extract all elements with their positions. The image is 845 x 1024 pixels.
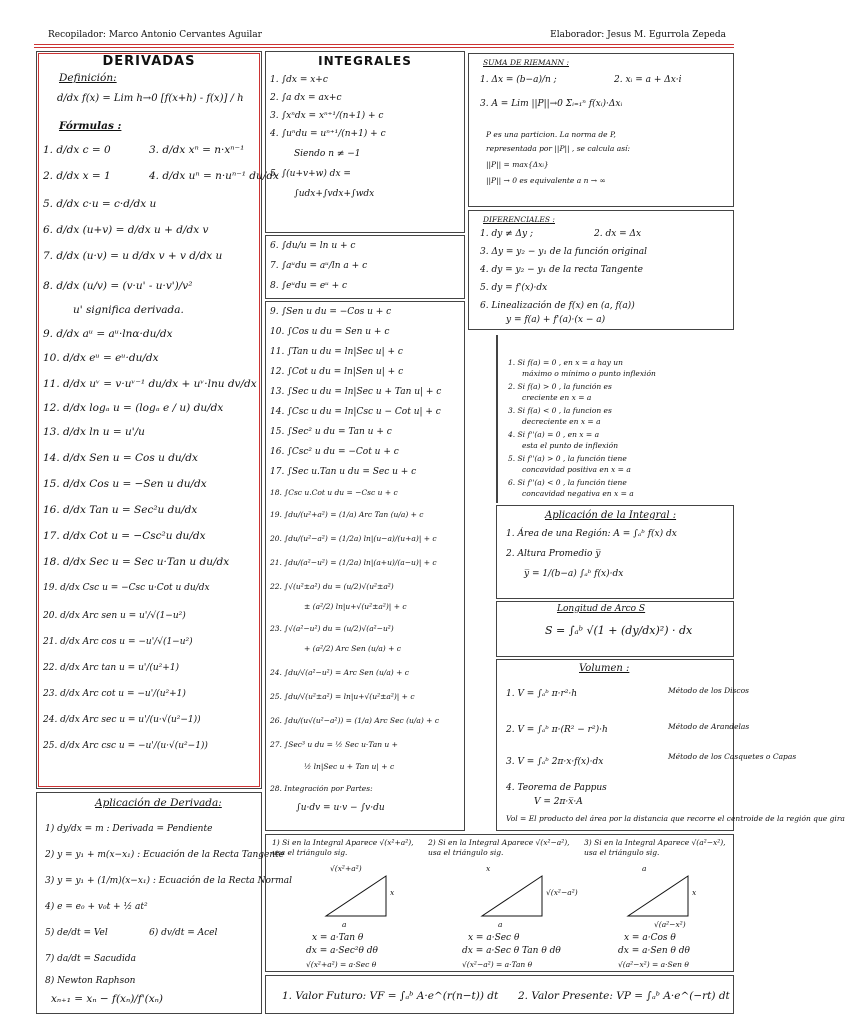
volumen-item: Método de los Casquetes o Capas [668,752,797,761]
volumen-item: 4. Teorema de Pappus [506,783,607,793]
derivada-formula: 23. d/dx Arc cot u = −u'/(u²+1) [43,689,186,699]
derivada-formula: 2. d/dx x = 1 [43,170,111,182]
diferencial-item: 6. Linealización de f(x) en (a, f(a)) [480,301,635,311]
triangle-hypotenuse: √(x²+a²) [330,864,362,873]
diferenciales-title: DIFERENCIALES : [483,215,555,224]
riemann-item: ||P|| → 0 es equivalente a n → ∞ [486,176,606,185]
triangle-side: √(x²−a²) [546,888,578,897]
aplic-derivada-item: 1) dy/dx = m : Derivada = Pendiente [45,824,213,834]
interp-item: 3. Si f(a) < 0 , la funcion es [508,406,612,415]
riemann-item: ||P|| = max{Δxᵢ} [486,160,549,169]
interp-item: 1. Si f(a) = 0 , en x = a hay un [508,358,623,367]
integral-formula: 13. ∫Sec u du = ln|Sec u + Tan u| + c [270,387,442,397]
aplic-integral-item: y̅ = 1/(b−a) ∫ₐᵇ f(x)·dx [524,569,624,579]
integral-formula: 10. ∫Cos u du = Sen u + c [270,327,390,337]
riemann-item: 3. A = Lim ||P||→0 Σᵢ₌₁ⁿ f(xᵢ)·Δxᵢ [480,99,623,109]
integral-formula: 22. ∫√(u²±a²) du = (u/2)√(u²±a²) [270,582,394,591]
derivada-formula: 18. d/dx Sec u = Sec u·Tan u du/dx [43,556,230,568]
interp-panel [496,335,498,503]
diferencial-item: 4. dy = y₂ − y₁ de la recta Tangente [480,265,643,275]
interp-item: concavidad negativa en x = a [522,489,634,498]
derivadas-title: DERIVADAS [102,54,196,69]
integral-formula: 20. ∫du/(u²−a²) = (1/2a) ln|(u−a)/(u+a)| + c [270,534,437,543]
derivada-formula: 20. d/dx Arc sen u = u'/√(1−u²) [43,611,186,621]
volumen-item: Vol = El producto del área por la distancia que recorre el centroide de la región que gira [506,814,845,823]
volumen-item: 2. V = ∫ₐᵇ π·(R² − r²)·h [506,725,608,735]
derivada-formula: 8. d/dx (u/v) = (v·u' - u·v')/v² [43,280,193,292]
derivada-formula: 9. d/dx aᵘ = aᵘ·lnα·du/dx [43,328,173,340]
integral-formula: 26. ∫du/(u√(u²−a²)) = (1/a) Arc Sec (u/a) + c [270,716,440,725]
integral-formula: ∫u·dv = u·v − ∫v·du [296,803,385,813]
riemann-item: P es una particion. La norma de P, [486,130,616,139]
formulas-label: Fórmulas : [59,120,122,132]
integral-formula: 16. ∫Csc² u du = −Cot u + c [270,447,399,457]
riemann-item: 2. xᵢ = a + Δx·i [614,75,682,85]
valor-futuro: 1. Valor Futuro: VF = ∫ₐᵇ A·e^(r(n−t)) dt [282,990,499,1002]
integral-formula: 6. ∫du/u = ln u + c [270,241,356,251]
derivada-formula: 4. d/dx uⁿ = n·uⁿ⁻¹ du/dx [149,170,279,182]
author-credit: Elaborador: Jesus M. Egurrola Zepeda [550,30,726,40]
aplic-integral-title: Aplicación de la Integral : [545,510,677,521]
aplic-derivada-panel [36,792,292,1014]
integral-formula: 27. ∫Sec³ u du = ½ Sec u·Tan u + [270,740,398,749]
header-rule-2 [34,47,734,48]
derivada-formula: u' significa derivada. [73,304,184,316]
volumen-title: Volumen : [579,663,630,674]
integral-formula: 17. ∫Sec u.Tan u du = Sec u + c [270,467,417,477]
arco-title: Longitud de Arco S [557,604,646,614]
aplic-integral-item: 1. Área de una Región: A = ∫ₐᵇ f(x) dx [506,529,677,539]
trig-condition: 2) Si en la Integral Aparece √(x²−a²), usa el triángulo sig. [428,838,570,857]
diferencial-item: 1. dy ≠ Δy ; [480,229,534,239]
derivada-formula: 14. d/dx Sen u = Cos u du/dx [43,452,198,464]
aplic-derivada-item: 7) da/dt = Sacudida [45,954,137,964]
triangle-base: √(a²−x²) [654,920,686,929]
riemann-title: SUMA DE RIEMANN : [483,58,570,67]
diferencial-item: 3. Δy = y₂ − y₁ de la función original [480,247,648,257]
diferencial-item: 5. dy = f'(x)·dx [480,283,548,293]
integral-formula: 21. ∫du/(a²−u²) = (1/2a) ln|(a+u)/(a−u)| + c [270,558,437,567]
trig-relation: √(a²−x²) = a·Sen θ [618,960,689,969]
volumen-item: 3. V = ∫ₐᵇ 2π·x·f(x)·dx [506,757,604,767]
interp-item: máximo o mínimo o punto inflexión [522,369,656,378]
integral-formula: 8. ∫eᵘdu = eᵘ + c [270,281,348,291]
derivada-formula: 13. d/dx ln u = u'/u [43,426,145,438]
integral-formula: 1. ∫dx = x+c [270,75,328,85]
triangle-shape [628,876,688,916]
arco-panel [496,601,734,657]
trig-relation: dx = a·Sen θ dθ [618,946,690,956]
finance-panel [265,975,734,1014]
derivada-formula: 6. d/dx (u+v) = d/dx u + d/dx v [43,224,209,236]
integral-formula: 12. ∫Cot u du = ln|Sen u| + c [270,367,404,377]
volumen-item: V = 2π·x̅·A [534,797,583,807]
aplic-derivada-item: 4) e = e₀ + v₀t + ½ at² [45,902,148,912]
integral-formula: 24. ∫du/√(a²−u²) = Arc Sen (u/a) + c [270,668,409,677]
aplic-derivada-title: Aplicación de Derivada: [95,797,222,809]
derivada-formula: 7. d/dx (u·v) = u d/dx v + v d/dx u [43,250,223,262]
triangle-side: x [390,888,395,897]
derivada-formula: 16. d/dx Tan u = Sec²u du/dx [43,504,198,516]
integral-formula: 2. ∫a dx = ax+c [270,93,342,103]
volumen-item: 1. V = ∫ₐᵇ π·r²·h [506,689,578,699]
integral-formula: 15. ∫Sec² u du = Tan u + c [270,427,392,437]
trig-relation: x = a·Sec θ [468,933,520,943]
triangle-side: x [692,888,697,897]
trig-condition: 3) Si en la Integral Aparece √(a²−x²), usa el triángulo sig. [584,838,726,857]
integral-formula: 28. Integración por Partes: [270,784,373,793]
derivada-formula: 10. d/dx eᵘ = eᵘ·du/dx [43,352,159,364]
trig-relation: dx = a·Sec²θ dθ [306,946,378,956]
integral-formula: 14. ∫Csc u du = ln|Csc u − Cot u| + c [270,407,441,417]
derivada-formula: 3. d/dx xⁿ = n·xⁿ⁻¹ [149,144,245,156]
aplic-derivada-item: 2) y = y₁ + m(x−x₁) : Ecuación de la Recta Tangente [45,850,285,860]
aplic-derivada-item: 8) Newton Raphson [45,976,136,986]
triangle-shape [326,876,386,916]
compiler-credit: Recopilador: Marco Antonio Cervantes Aguilar [48,30,262,40]
aplic-derivada-item: 6) dv/dt = Acel [149,928,218,938]
trig-relation: x = a·Cos θ [624,933,676,943]
interp-item: 4. Si f''(a) = 0 , en x = a [508,430,600,439]
interp-item: creciente en x = a [522,393,592,402]
derivadas-panel [36,51,279,789]
formula-sheet [34,24,845,1014]
header-rule [34,44,734,45]
triangle-shape [482,876,542,916]
interp-item: concavidad positiva en x = a [522,465,631,474]
integral-formula: 9. ∫Sen u du = −Cos u + c [270,307,392,317]
riemann-item: representada por ||P|| , se calcula así: [486,144,630,153]
integral-formula: 18. ∫Csc u.Cot u du = −Csc u + c [270,488,398,497]
trig-relation: x = a·Tan θ [312,933,364,943]
integrales-title: INTEGRALES [318,54,412,68]
derivada-formula: 1. d/dx c = 0 [43,144,111,156]
right-triangle [618,866,728,922]
volumen-item: Método de Arandelas [668,722,750,731]
triangle-hypotenuse: x [486,864,491,873]
integral-formula: 25. ∫du/√(u²±a²) = ln|u+√(u²±a²)| + c [270,692,415,701]
derivada-formula: 12. d/dx logₐ u = (logₐ e / u) du/dx [43,402,224,414]
trig-condition: 1) Si en la Integral Aparece √(x²+a²), usa el triángulo sig. [272,838,414,857]
integral-formula: ½ ln|Sec u + Tan u| + c [304,762,395,771]
integral-formula: Siendo n ≠ −1 [294,149,361,159]
integral-formula: 7. ∫aᵘdu = aᵘ/ln a + c [270,261,368,271]
trig-relation: √(x²−a²) = a·Tan θ [462,960,533,969]
integral-formula: ∫udx+∫vdx+∫wdx [294,189,375,199]
diferencial-item: y = f(a) + f'(a)·(x − a) [506,315,606,325]
arco-formula: S = ∫ₐᵇ √(1 + (dy/dx)²) · dx [545,624,693,637]
interp-item: 2. Si f(a) > 0 , la función es [508,382,612,391]
derivada-formula: 25. d/dx Arc csc u = −u'/(u·√(u²−1)) [43,741,208,751]
integral-formula: 23. ∫√(a²−u²) du = (u/2)√(a²−u²) [270,624,394,633]
triangle-hypotenuse: a [642,864,647,873]
trig-relation: dx = a·Sec θ Tan θ dθ [462,946,561,956]
derivada-formula: 19. d/dx Csc u = −Csc u·Cot u du/dx [43,583,210,593]
integral-formula: 11. ∫Tan u du = ln|Sec u| + c [270,347,403,357]
riemann-item: 1. Δx = (b−a)/n ; [480,75,557,85]
triangle-base: a [498,920,503,929]
aplic-derivada-item: xₙ₊₁ = xₙ − f(xₙ)/f'(xₙ) [51,993,163,1005]
valor-presente: 2. Valor Presente: VP = ∫ₐᵇ A·e^(−rt) dt [518,990,730,1002]
diferencial-item: 2. dx = Δx [594,229,642,239]
integral-formula: 4. ∫uⁿdu = uⁿ⁺¹/(n+1) + c [270,129,386,139]
integral-formula: 19. ∫du/(u²+a²) = (1/a) Arc Tan (u/a) + c [270,510,424,519]
derivada-formula: 21. d/dx Arc cos u = −u'/√(1−u²) [43,637,193,647]
derivada-formula: 15. d/dx Cos u = −Sen u du/dx [43,478,207,490]
trig-relation: √(x²+a²) = a·Sec θ [306,960,377,969]
integral-formula: 3. ∫xⁿdx = xⁿ⁺¹/(n+1) + c [270,111,384,121]
derivada-formula: 22. d/dx Arc tan u = u'/(u²+1) [43,663,180,673]
interp-item: esta el punto de inflexión [522,441,619,450]
derivada-formula: 24. d/dx Arc sec u = u'/(u·√(u²−1)) [43,715,201,725]
derivada-formula: 11. d/dx uᵛ = v·uᵛ⁻¹ du/dx + uᵛ·lnu dv/dx [43,378,257,390]
interp-item: decreciente en x = a [522,417,601,426]
interp-item: 5. Si f''(a) > 0 , la función tiene [508,454,627,463]
aplic-integral-item: 2. Altura Promedio y̅ [506,549,601,559]
integral-formula: ± (a²/2) ln|u+√(u²±a²)| + c [304,602,407,611]
integral-formula: 5. ∫(u+v+w) dx = [270,169,351,179]
derivada-formula: 5. d/dx c·u = c·d/dx u [43,198,157,210]
integral-formula: + (a²/2) Arc Sen (u/a) + c [304,644,401,653]
aplic-derivada-item: 5) de/dt = Vel [45,928,108,938]
definicion-label: Definición: [59,72,117,84]
triangle-base: a [342,920,347,929]
aplic-derivada-item: 3) y = y₁ + (1/m)(x−x₁) : Ecuación de la Recta Normal [45,876,292,886]
volumen-item: Método de los Discos [668,686,749,695]
interp-item: 6. Si f''(a) < 0 , la función tiene [508,478,627,487]
definicion-formula: d/dx f(x) = Lim h→0 [f(x+h) - f(x)] / h [57,93,244,104]
derivada-formula: 17. d/dx Cot u = −Csc²u du/dx [43,530,206,542]
